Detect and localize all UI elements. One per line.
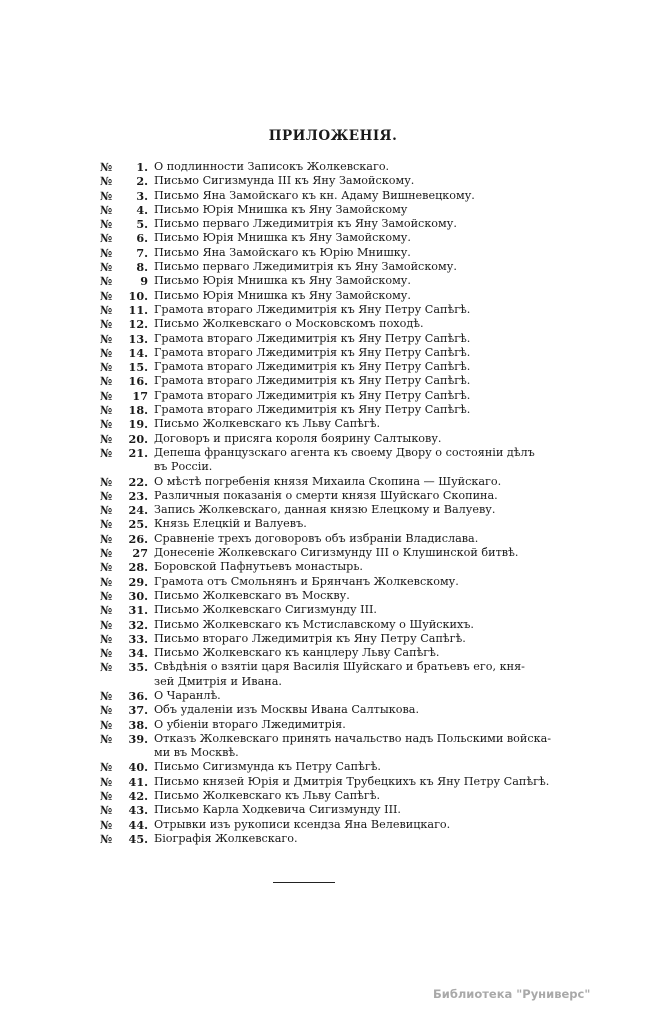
entry-title-line: Письмо Яна Замойскаго къ кн. Адаму Вишневецкому. xyxy=(154,188,475,202)
entry-title-line: Грамота втораго Лжедимитрія къ Яну Петру Сапѣгѣ. xyxy=(154,403,471,417)
entry-title xyxy=(154,274,570,288)
entry-number-value: 23. xyxy=(128,488,148,503)
entry-number xyxy=(100,832,154,846)
entry-number-value: 36. xyxy=(128,688,148,703)
entry-number xyxy=(100,575,154,589)
entry-number xyxy=(100,432,154,446)
entry-number-value: 11. xyxy=(128,302,148,317)
numero-sign: № xyxy=(100,789,113,804)
entry-number-value: 7. xyxy=(136,245,148,260)
entry-number xyxy=(100,346,154,360)
entry-title xyxy=(154,489,570,503)
entry-number xyxy=(100,618,154,632)
appendix-entry xyxy=(100,403,570,417)
entry-number-value: 2. xyxy=(136,174,148,189)
entry-number-value: 8. xyxy=(136,260,148,275)
numero-sign: № xyxy=(100,603,113,618)
entry-number xyxy=(100,203,154,217)
entry-title-line: О подлинности Записокъ Жолкевскаго. xyxy=(154,160,390,173)
entry-number xyxy=(100,646,154,660)
entry-number-value: 13. xyxy=(128,331,148,346)
entry-title-line: Грамота втораго Лжедимитрія къ Яну Петру Сапѣгѣ. xyxy=(154,345,471,359)
entry-title-line: Свѣдѣнія о взятіи царя Василія Шуйскаго и братьевъ его, кня- xyxy=(154,660,525,674)
entry-title-continuation: ми въ Москвѣ. xyxy=(154,746,239,760)
entry-number xyxy=(100,489,154,503)
entry-title xyxy=(154,532,570,546)
numero-sign: № xyxy=(100,374,113,389)
entry-number xyxy=(100,274,154,288)
entry-title-line: Біографія Жолкевскаго. xyxy=(154,831,298,845)
appendix-entry xyxy=(100,803,570,817)
entry-number-value: 32. xyxy=(128,617,148,632)
appendix-entry xyxy=(100,231,570,245)
entry-number xyxy=(100,446,154,460)
entry-number xyxy=(100,503,154,517)
entry-title-line: Письмо Сигизмунда III къ Яну Замойскому. xyxy=(154,174,415,188)
entry-title xyxy=(154,832,570,846)
entry-title-line: Письмо Юрія Мнишка къ Яну Замойскому. xyxy=(154,231,411,245)
entry-number-value: 26. xyxy=(128,531,148,546)
entry-number-value: 1. xyxy=(136,160,148,174)
entry-number xyxy=(100,160,154,174)
entry-number-value: 33. xyxy=(128,631,148,646)
entry-number-value: 34. xyxy=(128,646,148,661)
entry-number-value: 6. xyxy=(136,231,148,246)
entry-title xyxy=(154,603,570,617)
entry-number-value: 37. xyxy=(128,703,148,718)
appendix-entry xyxy=(100,432,570,446)
entry-number xyxy=(100,174,154,188)
entry-number xyxy=(100,417,154,431)
appendix-entry xyxy=(100,517,570,531)
appendix-entry xyxy=(100,546,570,560)
appendix-entry xyxy=(100,589,570,603)
entry-title xyxy=(154,803,570,817)
numero-sign: № xyxy=(100,574,113,589)
entry-number-value: 15. xyxy=(128,360,148,375)
appendix-entry xyxy=(100,260,570,274)
numero-sign: № xyxy=(100,331,113,346)
entry-number-value: 35. xyxy=(128,660,148,675)
entry-title-continuation: зей Дмитрія и Ивана. xyxy=(154,674,282,688)
entry-number xyxy=(100,403,154,417)
appendix-list xyxy=(100,160,570,846)
entry-number xyxy=(100,732,154,746)
entry-number-value: 17 xyxy=(132,388,148,403)
numero-sign: № xyxy=(100,660,113,675)
entry-number xyxy=(100,703,154,717)
entry-title-line: Письмо втораго Лжедимитрія къ Яну Петру Сапѣгѣ. xyxy=(154,631,466,645)
numero-sign: № xyxy=(100,231,113,246)
entry-title-line: Различныя показанія о смерти князя Шуйскаго Скопина. xyxy=(154,488,498,502)
entry-title-line: О Чаранлѣ. xyxy=(154,688,221,702)
entry-number xyxy=(100,603,154,617)
entry-title-line: Письмо Юрія Мнишка къ Яну Замойскому. xyxy=(154,288,411,302)
appendix-entry xyxy=(100,503,570,517)
appendix-entry xyxy=(100,346,570,360)
entry-title-line: Письмо Юрія Мнишка къ Яну Замойскому. xyxy=(154,274,411,288)
numero-sign: № xyxy=(100,803,113,818)
entry-number xyxy=(100,475,154,489)
entry-title xyxy=(154,417,570,431)
entry-number xyxy=(100,818,154,832)
entry-title-line: Договоръ и присяга короля боярину Салтыкову. xyxy=(154,431,442,445)
entry-title-line: Письмо Карла Ходкевича Сигизмунду III. xyxy=(154,803,401,817)
entry-title xyxy=(154,346,570,360)
entry-number xyxy=(100,632,154,646)
appendix-entry xyxy=(100,718,570,732)
appendix-entry xyxy=(100,689,570,703)
appendix-entry xyxy=(100,646,570,660)
numero-sign: № xyxy=(100,417,113,432)
closing-rule xyxy=(273,882,335,883)
appendix-entry xyxy=(100,603,570,617)
entry-title xyxy=(154,374,570,388)
entry-title xyxy=(154,689,570,703)
entry-title-line: Отказъ Жолкевскаго принять начальство надъ Польскими войска- xyxy=(154,731,552,745)
entry-number-value: 14. xyxy=(128,345,148,360)
entry-title xyxy=(154,775,570,789)
entry-title xyxy=(154,575,570,589)
entry-title-line: Грамота втораго Лжедимитрія къ Яну Петру Сапѣгѣ. xyxy=(154,360,471,374)
appendix-entry xyxy=(100,732,570,761)
entry-title xyxy=(154,789,570,803)
entry-title-line: Грамота втораго Лжедимитрія къ Яну Петру Сапѣгѣ. xyxy=(154,331,471,345)
entry-title-line: Письмо Яна Замойскаго къ Юрію Мнишку. xyxy=(154,245,411,259)
numero-sign: № xyxy=(100,474,113,489)
entry-number-value: 9 xyxy=(140,274,148,289)
entry-title xyxy=(154,517,570,531)
entry-title-line: Письмо Жолкевскаго о Московскомъ походѣ. xyxy=(154,317,424,331)
entry-title xyxy=(154,618,570,632)
entry-title-line: Письмо князей Юрія и Дмитрія Трубецкихъ къ Яну Петру Сапѣгѣ. xyxy=(154,774,550,788)
numero-sign: № xyxy=(100,345,113,360)
numero-sign: № xyxy=(100,488,113,503)
entry-title-continuation: въ Россіи. xyxy=(154,460,213,474)
entry-title xyxy=(154,160,570,174)
numero-sign: № xyxy=(100,217,113,232)
appendix-entry xyxy=(100,189,570,203)
appendix-entry xyxy=(100,317,570,331)
entry-number xyxy=(100,789,154,803)
numero-sign: № xyxy=(100,274,113,289)
entry-number-value: 5. xyxy=(136,217,148,232)
numero-sign: № xyxy=(100,260,113,275)
entry-number-value: 18. xyxy=(128,403,148,418)
entry-number-value: 28. xyxy=(128,560,148,575)
entry-title xyxy=(154,560,570,574)
appendix-entry xyxy=(100,446,570,475)
numero-sign: № xyxy=(100,188,113,203)
library-watermark: Библиотека "Руниверс" xyxy=(433,987,591,1001)
entry-number xyxy=(100,231,154,245)
entry-number xyxy=(100,389,154,403)
entry-number xyxy=(100,246,154,260)
appendix-entry xyxy=(100,389,570,403)
entry-title xyxy=(154,317,570,331)
entry-number-value: 42. xyxy=(128,789,148,804)
entry-number-value: 39. xyxy=(128,731,148,746)
entry-number xyxy=(100,803,154,817)
numero-sign: № xyxy=(100,731,113,746)
entry-number xyxy=(100,718,154,732)
entry-number xyxy=(100,660,154,674)
appendix-entry xyxy=(100,160,570,174)
entry-number-value: 27 xyxy=(132,546,148,561)
appendix-entry xyxy=(100,775,570,789)
entry-number xyxy=(100,260,154,274)
entry-title-line: Письмо Жолкевскаго Сигизмунду III. xyxy=(154,603,377,617)
numero-sign: № xyxy=(100,760,113,775)
appendix-entry xyxy=(100,374,570,388)
entry-number xyxy=(100,775,154,789)
numero-sign: № xyxy=(100,531,113,546)
entry-title xyxy=(154,303,570,317)
appendix-entry xyxy=(100,417,570,431)
numero-sign: № xyxy=(100,445,113,460)
entry-number xyxy=(100,532,154,546)
numero-sign: № xyxy=(100,631,113,646)
entry-number-value: 40. xyxy=(128,760,148,775)
numero-sign: № xyxy=(100,503,113,518)
numero-sign: № xyxy=(100,288,113,303)
entry-number-value: 41. xyxy=(128,774,148,789)
entry-title xyxy=(154,718,570,732)
entry-title-line: О мѣстѣ погребенія князя Михаила Скопина — Шуйскаго. xyxy=(154,474,502,488)
entry-number-value: 30. xyxy=(128,588,148,603)
entry-number-value: 24. xyxy=(128,503,148,518)
entry-title-line: О убіеніи втораго Лжедимитрія. xyxy=(154,717,346,731)
entry-number-value: 16. xyxy=(128,374,148,389)
entry-title xyxy=(154,189,570,203)
appendix-entry xyxy=(100,217,570,231)
entry-number xyxy=(100,189,154,203)
appendix-entry xyxy=(100,274,570,288)
appendix-entry xyxy=(100,360,570,374)
appendix-entry xyxy=(100,703,570,717)
numero-sign: № xyxy=(100,646,113,661)
entry-title xyxy=(154,646,570,660)
entry-number xyxy=(100,217,154,231)
entry-title xyxy=(154,589,570,603)
entry-title-line: Письмо Юрія Мнишка къ Яну Замойскому xyxy=(154,202,408,216)
appendix-entry xyxy=(100,632,570,646)
appendix-entry xyxy=(100,832,570,846)
numero-sign: № xyxy=(100,688,113,703)
appendix-entry xyxy=(100,303,570,317)
entry-title-line: Письмо Жолкевскаго въ Москву. xyxy=(154,588,350,602)
entry-number xyxy=(100,317,154,331)
entry-number xyxy=(100,589,154,603)
entry-title-line: Грамота втораго Лжедимитрія къ Яну Петру Сапѣгѣ. xyxy=(154,302,471,316)
entry-number-value: 38. xyxy=(128,717,148,732)
entry-title xyxy=(154,703,570,717)
appendix-entry xyxy=(100,532,570,546)
numero-sign: № xyxy=(100,717,113,732)
appendix-entry xyxy=(100,560,570,574)
numero-sign: № xyxy=(100,431,113,446)
entry-number xyxy=(100,517,154,531)
entry-number-value: 31. xyxy=(128,603,148,618)
entry-title-line: Сравненіе трехъ договоровъ объ избраніи Владислава. xyxy=(154,531,479,545)
numero-sign: № xyxy=(100,774,113,789)
numero-sign: № xyxy=(100,546,113,561)
entry-number-value: 25. xyxy=(128,517,148,532)
entry-title-line: Грамота втораго Лжедимитрія къ Яну Петру Сапѣгѣ. xyxy=(154,388,471,402)
entry-number xyxy=(100,546,154,560)
entry-title-line: Объ удаленіи изъ Москвы Ивана Салтыкова. xyxy=(154,703,420,717)
entry-title-line: Донесеніе Жолкевскаго Сигизмунду III о Клушинской битвѣ. xyxy=(154,546,519,560)
entry-title-line: Письмо Жолкевскаго къ Мстиславскому о Шуйскихъ. xyxy=(154,617,474,631)
entry-title xyxy=(154,446,570,475)
numero-sign: № xyxy=(100,202,113,217)
appendix-entry xyxy=(100,660,570,689)
entry-title-line: Письмо перваго Лжедимитрія къ Яну Замойскому. xyxy=(154,260,457,274)
entry-number-value: 4. xyxy=(136,202,148,217)
numero-sign: № xyxy=(100,703,113,718)
entry-title xyxy=(154,732,570,761)
entry-title xyxy=(154,818,570,832)
entry-title xyxy=(154,432,570,446)
appendix-entry xyxy=(100,618,570,632)
entry-title xyxy=(154,260,570,274)
entry-title-line: Запись Жолкевскаго, данная князю Елецкому и Валуеву. xyxy=(154,503,496,517)
numero-sign: № xyxy=(100,831,113,846)
entry-title xyxy=(154,174,570,188)
entry-number xyxy=(100,360,154,374)
numero-sign: № xyxy=(100,360,113,375)
numero-sign: № xyxy=(100,588,113,603)
appendix-entry xyxy=(100,489,570,503)
entry-number-value: 3. xyxy=(136,188,148,203)
entry-title-line: Депеша французскаго агента къ своему Двору о состояніи дѣлъ xyxy=(154,445,535,459)
entry-title-line: Письмо Жолкевскаго къ Льву Сапѣгѣ. xyxy=(154,789,381,803)
entry-number-value: 12. xyxy=(128,317,148,332)
numero-sign: № xyxy=(100,388,113,403)
entry-number xyxy=(100,303,154,317)
appendix-entry xyxy=(100,289,570,303)
numero-sign: № xyxy=(100,560,113,575)
entry-title xyxy=(154,632,570,646)
entry-number-value: 19. xyxy=(128,417,148,432)
entry-number xyxy=(100,332,154,346)
entry-title-line: Грамота втораго Лжедимитрія къ Яну Петру Сапѣгѣ. xyxy=(154,374,471,388)
numero-sign: № xyxy=(100,174,113,189)
entry-title xyxy=(154,289,570,303)
entry-number xyxy=(100,760,154,774)
entry-number-value: 20. xyxy=(128,431,148,446)
entry-title xyxy=(154,660,570,689)
entry-number xyxy=(100,374,154,388)
appendix-entry xyxy=(100,575,570,589)
entry-number xyxy=(100,560,154,574)
appendix-entry xyxy=(100,475,570,489)
appendix-entry xyxy=(100,332,570,346)
entry-title xyxy=(154,246,570,260)
entry-number-value: 43. xyxy=(128,803,148,818)
numero-sign: № xyxy=(100,403,113,418)
numero-sign: № xyxy=(100,245,113,260)
entry-number-value: 22. xyxy=(128,474,148,489)
entry-title xyxy=(154,760,570,774)
appendix-entry xyxy=(100,760,570,774)
appendix-entry xyxy=(100,789,570,803)
appendix-entry xyxy=(100,174,570,188)
entry-number-value: 29. xyxy=(128,574,148,589)
entry-title-line: Письмо Жолкевскаго къ канцлеру Льву Сапѣгѣ. xyxy=(154,646,440,660)
entry-number xyxy=(100,689,154,703)
entry-title-line: Письмо Сигизмунда къ Петру Сапѣгѣ. xyxy=(154,760,381,774)
entry-number xyxy=(100,289,154,303)
numero-sign: № xyxy=(100,317,113,332)
entry-number-value: 45. xyxy=(128,831,148,846)
entry-number-value: 44. xyxy=(128,817,148,832)
entry-title-line: Отрывки изъ рукописи ксендза Яна Велевицкаго. xyxy=(154,817,451,831)
numero-sign: № xyxy=(100,302,113,317)
entry-number-value: 10. xyxy=(128,288,148,303)
entry-title-line: Князь Елецкій и Валуевъ. xyxy=(154,517,307,531)
entry-title xyxy=(154,203,570,217)
entry-number-value: 21. xyxy=(128,445,148,460)
appendix-entry xyxy=(100,818,570,832)
entry-title xyxy=(154,403,570,417)
entry-title-line: Грамота отъ Смольнянъ и Брянчанъ Жолкевскому. xyxy=(154,574,459,588)
entry-title-line: Боровской Пафнутьевъ монастырь. xyxy=(154,560,363,574)
numero-sign: № xyxy=(100,617,113,632)
entry-title-line: Письмо Жолкевскаго къ Льву Сапѣгѣ. xyxy=(154,417,381,431)
appendix-entry xyxy=(100,203,570,217)
appendix-entry xyxy=(100,246,570,260)
entry-title xyxy=(154,332,570,346)
entry-title xyxy=(154,475,570,489)
page-title: ПРИЛОЖЕНІЯ. xyxy=(268,128,398,144)
numero-sign: № xyxy=(100,160,113,174)
entry-title-line: Письмо перваго Лжедимитрія къ Яну Замойскому. xyxy=(154,217,457,231)
numero-sign: № xyxy=(100,817,113,832)
entry-title xyxy=(154,389,570,403)
entry-title xyxy=(154,503,570,517)
entry-title xyxy=(154,546,570,560)
numero-sign: № xyxy=(100,517,113,532)
entry-title xyxy=(154,217,570,231)
entry-title xyxy=(154,360,570,374)
entry-title xyxy=(154,231,570,245)
